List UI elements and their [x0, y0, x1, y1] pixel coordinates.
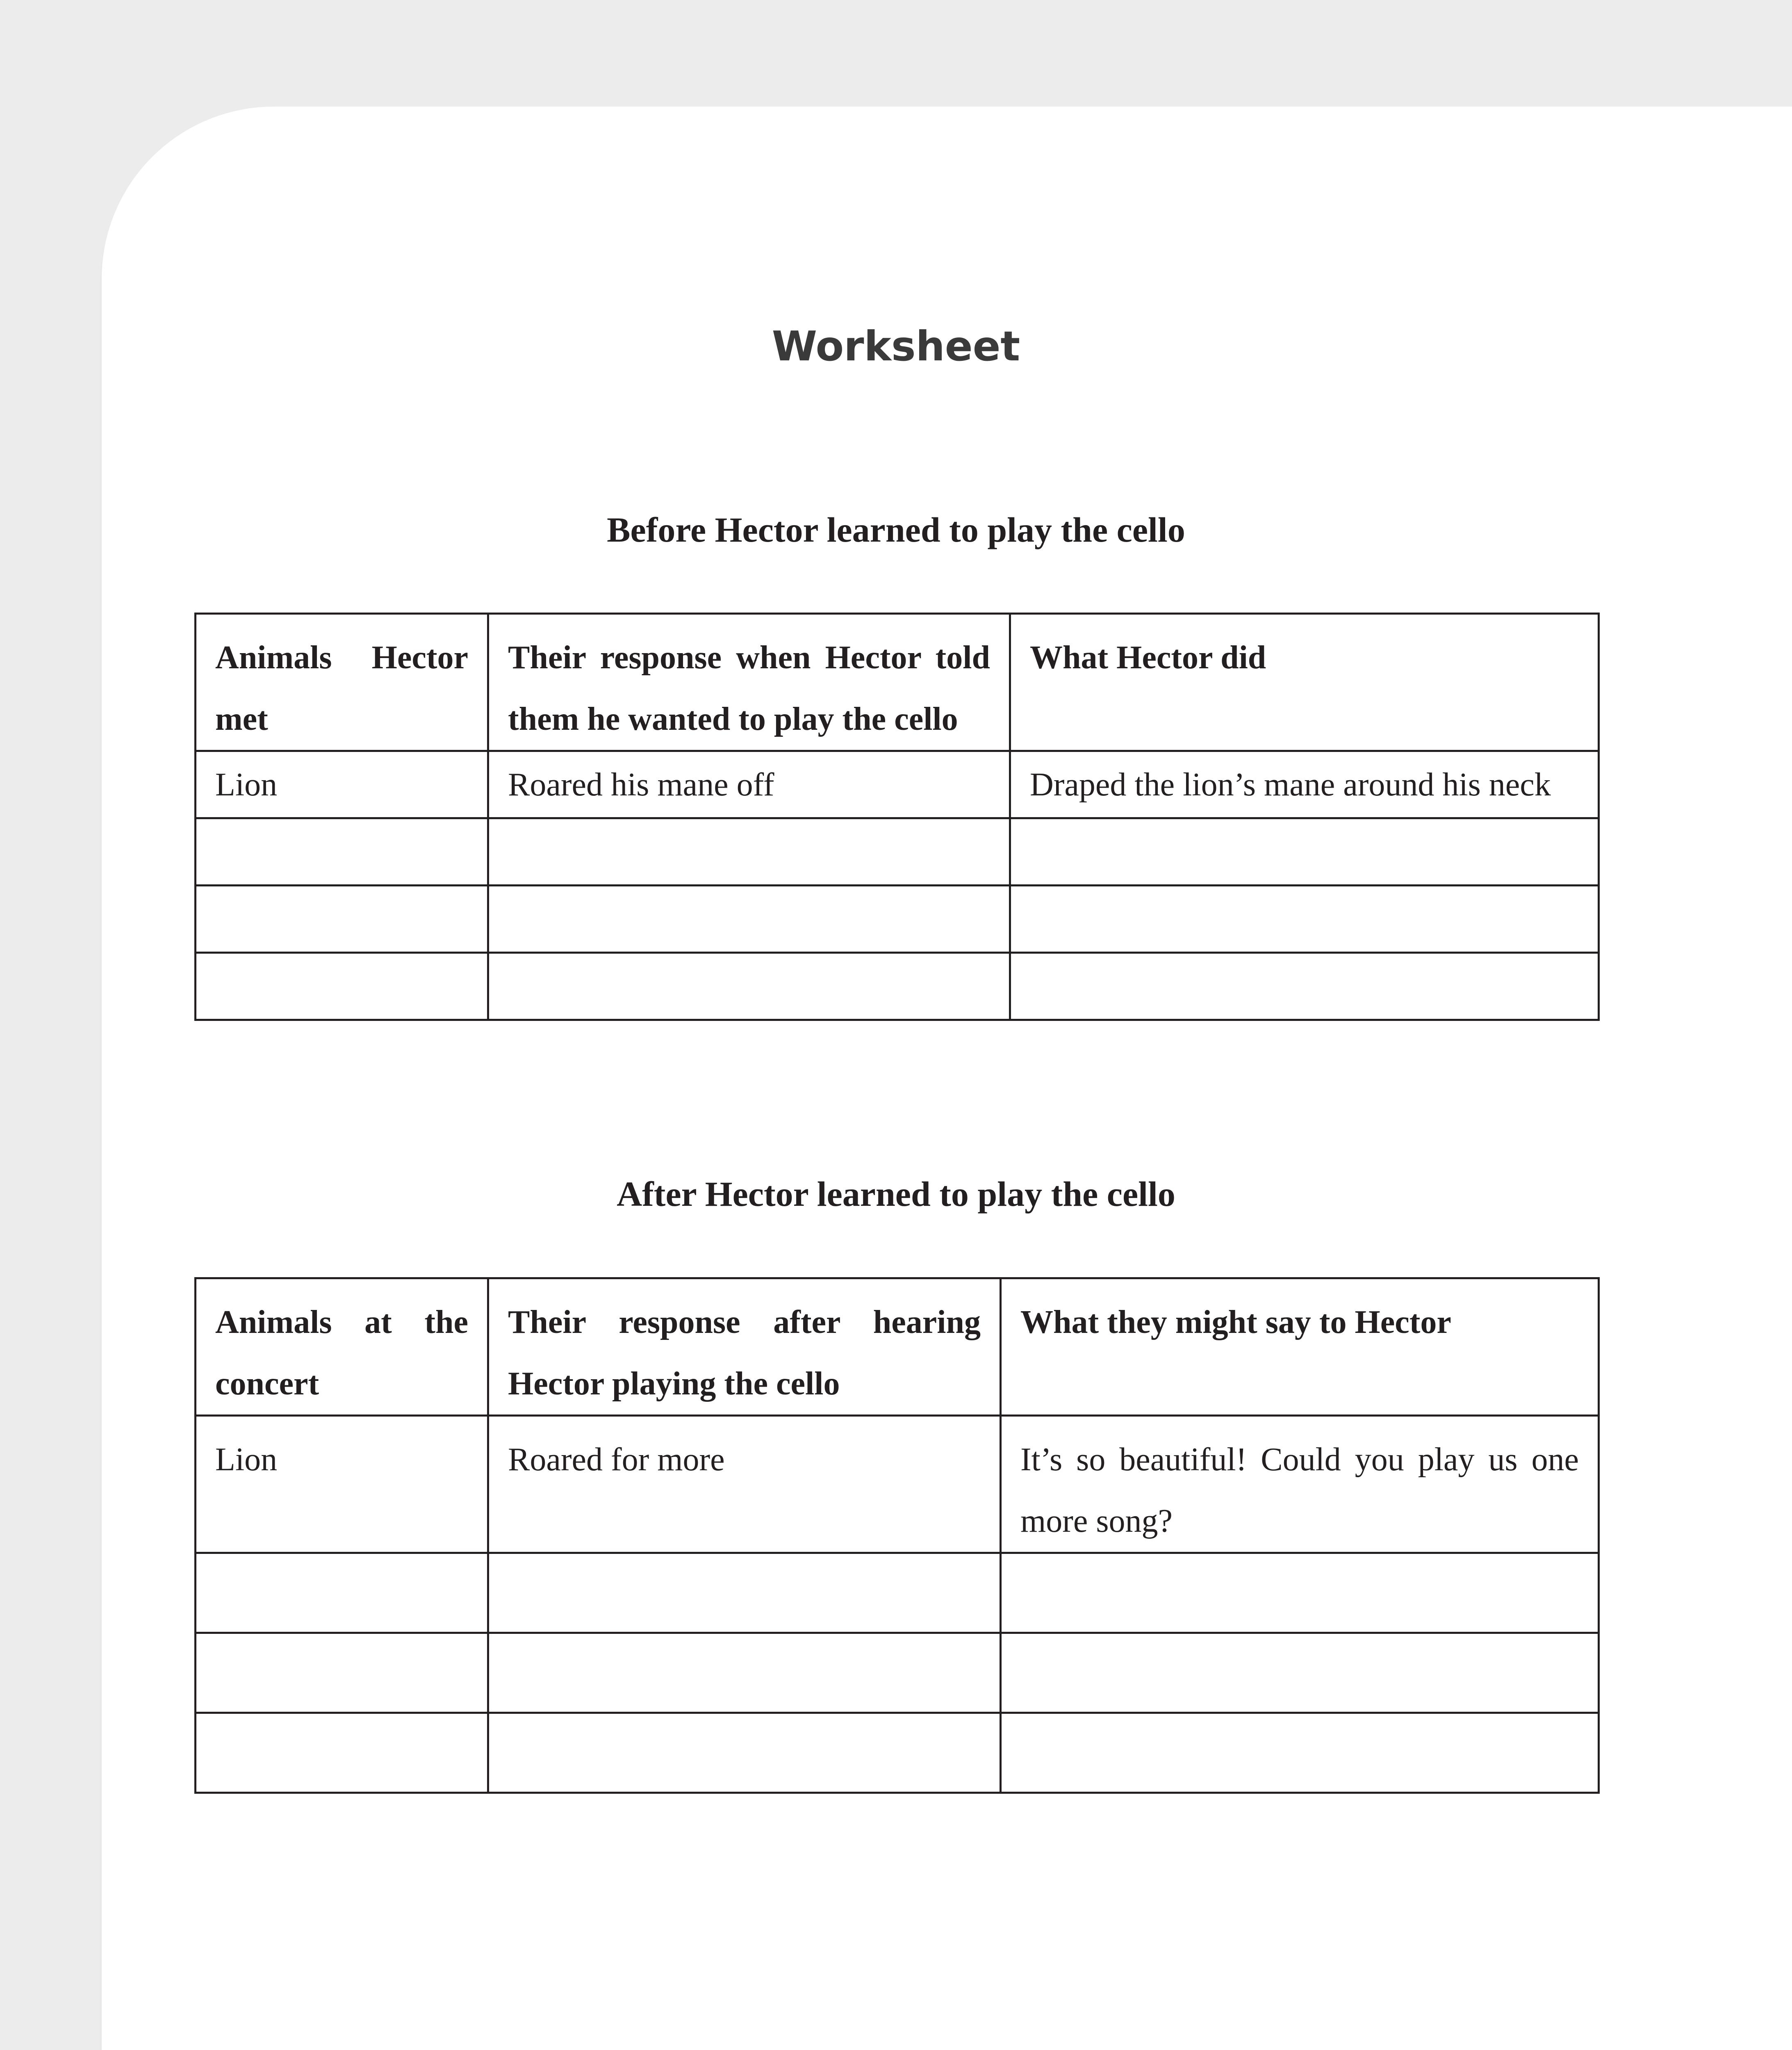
column-header-animals: Animals at the concert	[196, 1278, 488, 1416]
blank-answer-cell[interactable]	[488, 1553, 1001, 1633]
section-title-after: After Hector learned to play the cello	[617, 1174, 1175, 1214]
blank-answer-cell[interactable]	[196, 953, 488, 1020]
table-row	[196, 818, 1599, 886]
blank-answer-cell[interactable]	[196, 886, 488, 953]
blank-answer-cell[interactable]	[1001, 1713, 1599, 1793]
table-header-row	[196, 614, 1599, 751]
blank-answer-cell[interactable]	[196, 818, 488, 886]
blank-answer-cell[interactable]	[196, 1633, 488, 1713]
table-cell: Lion	[196, 1416, 488, 1553]
blank-answer-cell[interactable]	[488, 818, 1010, 886]
blank-answer-cell[interactable]	[1010, 818, 1599, 886]
blank-answer-cell[interactable]	[1010, 953, 1599, 1020]
column-header-response: Their response when Hector told them he wanted to play the cello	[488, 614, 1010, 751]
table-row	[196, 751, 1599, 818]
blank-answer-cell[interactable]	[196, 1713, 488, 1793]
table-row	[196, 1633, 1599, 1713]
before-table	[194, 613, 1600, 1021]
column-header-response: Their response after hearing Hector playing the cello	[488, 1278, 1001, 1416]
blank-answer-cell[interactable]	[488, 1633, 1001, 1713]
page-title: Worksheet	[772, 322, 1020, 370]
column-header-what-they-say: What they might say to Hector	[1001, 1278, 1599, 1416]
column-header-action: What Hector did	[1010, 614, 1599, 751]
section-title-before: Before Hector learned to play the cello	[607, 510, 1185, 549]
table-cell: Lion	[196, 751, 488, 818]
column-header-animals: Animals Hector met	[196, 614, 488, 751]
table-header-row	[196, 1278, 1599, 1416]
blank-answer-cell[interactable]	[1001, 1553, 1599, 1633]
table-row	[196, 1416, 1599, 1553]
table-row	[196, 1553, 1599, 1633]
table-cell: Draped the lion’s mane around his neck	[1010, 751, 1599, 818]
table-cell: It’s so beautiful! Could you play us one more song?	[1001, 1416, 1599, 1553]
table-cell: Roared his mane off	[488, 751, 1010, 818]
table-row	[196, 953, 1599, 1020]
blank-answer-cell[interactable]	[1010, 886, 1599, 953]
blank-answer-cell[interactable]	[488, 1713, 1001, 1793]
blank-answer-cell[interactable]	[488, 886, 1010, 953]
table-cell: Roared for more	[488, 1416, 1001, 1553]
blank-answer-cell[interactable]	[196, 1553, 488, 1633]
blank-answer-cell[interactable]	[1001, 1633, 1599, 1713]
table-row	[196, 886, 1599, 953]
table-row	[196, 1713, 1599, 1793]
blank-answer-cell[interactable]	[488, 953, 1010, 1020]
after-table	[194, 1277, 1600, 1794]
